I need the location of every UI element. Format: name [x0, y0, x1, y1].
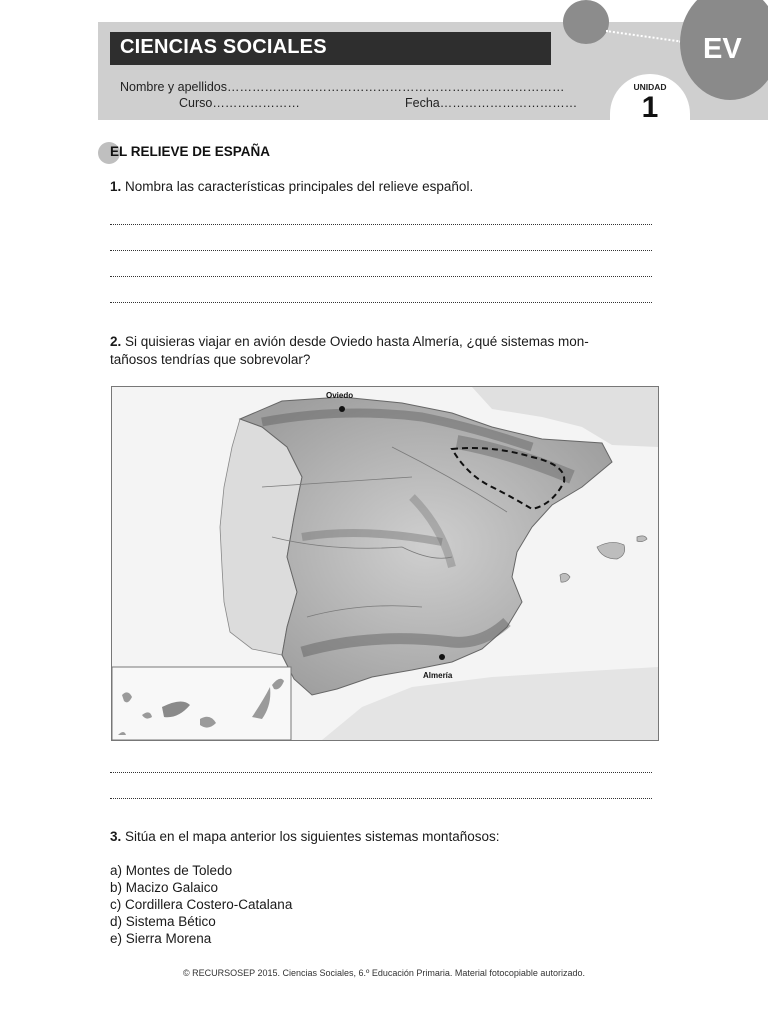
- list-item: b) Macizo Galaico: [110, 880, 219, 895]
- decorative-circle-small: [563, 0, 609, 44]
- answer-line[interactable]: [110, 302, 652, 303]
- list-item: a) Montes de Toledo: [110, 863, 233, 878]
- section-title: EL RELIEVE DE ESPAÑA: [110, 144, 271, 159]
- subject-title: CIENCIAS SOCIALES: [120, 36, 327, 58]
- course-field: Curso…………………: [179, 96, 300, 110]
- name-field: Nombre y apellidos………………………………………………………………………: [120, 80, 565, 94]
- answer-line[interactable]: [110, 250, 652, 251]
- almeria-label: Almería: [423, 671, 453, 680]
- relief-map-graphic: [112, 387, 658, 740]
- question-1-number: 1.: [110, 179, 122, 194]
- answer-line[interactable]: [110, 798, 652, 799]
- question-1: [110, 178, 658, 196]
- question-2-text-line1: Si quisieras viajar en avión desde Oviedo hasta Almería, ¿qué sistemas mon-: [125, 334, 589, 349]
- subject-bar: [110, 32, 551, 65]
- answer-line[interactable]: [110, 224, 652, 225]
- oviedo-label: Oviedo: [326, 391, 354, 400]
- date-field: Fecha……………………………: [405, 96, 578, 110]
- footer-copyright: © RECURSOSEP 2015. Ciencias Sociales, 6.º Educación Primaria. Material fotocopiable autorizado.: [183, 968, 585, 978]
- question-1-text: Nombra las características principales del relieve español.: [125, 179, 474, 194]
- answer-line[interactable]: [110, 772, 652, 773]
- badge-text: EV: [703, 33, 742, 65]
- relief-map: [111, 386, 659, 741]
- question-3-text: Sitúa en el mapa anterior los siguientes sistemas montañosos:: [125, 829, 500, 844]
- list-item: c) Cordillera Costero-Catalana: [110, 897, 293, 912]
- list-item: e) Sierra Morena: [110, 931, 212, 946]
- answer-line[interactable]: [110, 276, 652, 277]
- question-3: [110, 828, 658, 846]
- oviedo-marker: [339, 406, 345, 412]
- question-2: [110, 333, 658, 369]
- question-2-text-line2: tañosos tendrías que sobrevolar?: [110, 352, 311, 367]
- almeria-marker: [439, 654, 445, 660]
- question-2-number: 2.: [110, 334, 122, 349]
- list-item: d) Sistema Bético: [110, 914, 216, 929]
- question-3-number: 3.: [110, 829, 122, 844]
- unit-label: UNIDAD: [633, 82, 667, 92]
- unit-tab: [610, 74, 690, 144]
- unit-number: 1: [641, 91, 659, 124]
